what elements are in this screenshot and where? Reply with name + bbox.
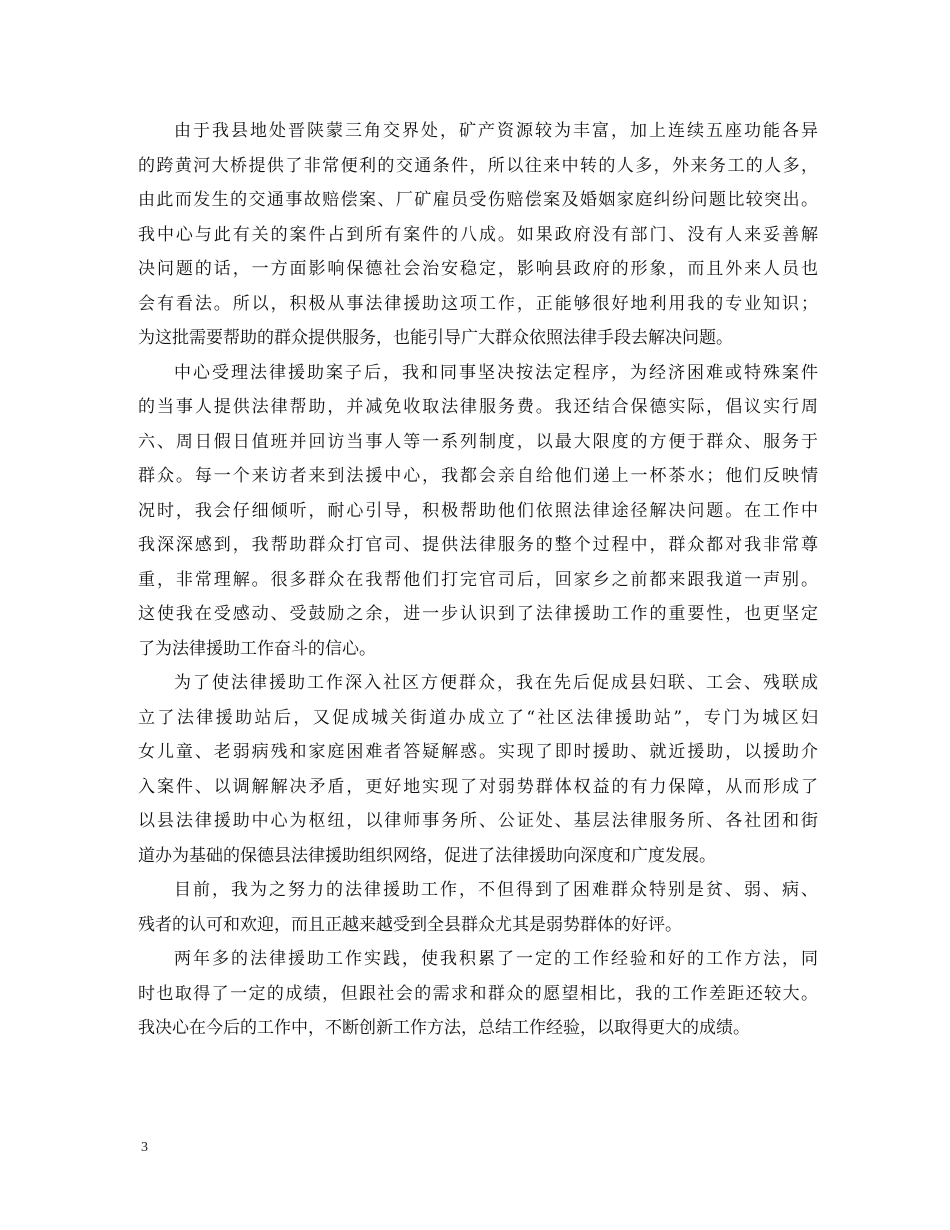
text-line: 六、周日假日值班并回访当事人等一系列制度，以最大限度的方便于群众、服务于 bbox=[138, 431, 818, 452]
text-line: 会有看法。所以，积极从事法律援助这项工作，正能够很好地利用我的专业知识； bbox=[138, 293, 818, 314]
text-line: 我中心与此有关的案件占到所有案件的八成。如果政府没有部门、没有人来妥善解 bbox=[138, 224, 818, 245]
text-line: 的当事人提供法律帮助，并减免收取法律服务费。我还结合保德实际，倡议实行周 bbox=[138, 397, 818, 417]
text-line: 道办为基础的保德县法律援助组织网络，促进了法律援助向深度和广度发展。 bbox=[138, 845, 716, 866]
text-line: 重，非常理解。很多群众在我帮他们打完官司后，回家乡之前都来跟我道一声别。 bbox=[138, 569, 818, 590]
text-line: 了为法律援助工作奋斗的信心。 bbox=[138, 638, 376, 659]
text-line: 目前，我为之努力的法律援助工作，不但得到了困难群众特别是贫、弱、病、 bbox=[174, 880, 818, 900]
text-line: 群众。每一个来访者来到法援中心，我都会亲自给他们递上一杯茶水；他们反映情 bbox=[138, 466, 818, 486]
text-line: 为了使法律援助工作深入社区方便群众，我在先后促成县妇联、工会、残联成 bbox=[174, 673, 818, 693]
text-line: 时也取得了一定的成绩，但跟社会的需求和群众的愿望相比，我的工作差距还较大。 bbox=[138, 983, 818, 1004]
text-line: 以县法律援助中心为枢纽，以律师事务所、公证处、基层法律服务所、各社团和街 bbox=[138, 811, 818, 831]
text-line: 我决心在今后的工作中，不断创新工作方法，总结工作经验，以取得更大的成绩。 bbox=[138, 1018, 750, 1038]
text-line: 中心受理法律援助案子后，我和同事坚决按法定程序，为经济困难或特殊案件 bbox=[174, 362, 818, 383]
text-line: 这使我在受感动、受鼓励之余，进一步认识到了法律援助工作的重要性，也更坚定 bbox=[138, 604, 818, 624]
text-line: 两年多的法律援助工作实践，使我积累了一定的工作经验和好的工作方法，同 bbox=[174, 949, 818, 969]
text-line: 况时，我会仔细倾听，耐心引导，积极帮助他们依照法律途径解决问题。在工作中 bbox=[138, 500, 818, 521]
page-number: 3 bbox=[141, 1140, 148, 1155]
text-line: 由此而发生的交通事故赔偿案、厂矿雇员受伤赔偿案及婚姻家庭纠纷问题比较突出。 bbox=[138, 190, 818, 210]
text-line: 立了法律援助站后，又促成城关街道办成立了“社区法律援助站”，专门为城区妇 bbox=[138, 707, 818, 728]
text-line: 残者的认可和欢迎，而且正越来越受到全县群众尤其是弱势群体的好评。 bbox=[138, 914, 682, 935]
text-line: 我深深感到，我帮助群众打官司、提供法律服务的整个过程中，群众都对我非常尊 bbox=[138, 535, 818, 555]
body-text bbox=[138, 114, 818, 1046]
text-line: 为这批需要帮助的群众提供服务，也能引导广大群众依照法律手段去解决问题。 bbox=[138, 328, 733, 348]
text-line: 的跨黄河大桥提供了非常便利的交通条件，所以往来中转的人多，外来务工的人多， bbox=[138, 155, 818, 176]
text-line: 入案件、以调解解决矛盾，更好地实现了对弱势群体权益的有力保障，从而形成了 bbox=[138, 776, 818, 797]
text-line: 决问题的话，一方面影响保德社会治安稳定，影响县政府的形象，而且外来人员也 bbox=[138, 259, 818, 279]
text-line: 女儿童、老弱病残和家庭困难者答疑解惑。实现了即时援助、就近援助，以援助介 bbox=[138, 742, 818, 762]
text-line: 由于我县地处晋陕蒙三角交界处，矿产资源较为丰富，加上连续五座功能各异 bbox=[174, 121, 818, 141]
